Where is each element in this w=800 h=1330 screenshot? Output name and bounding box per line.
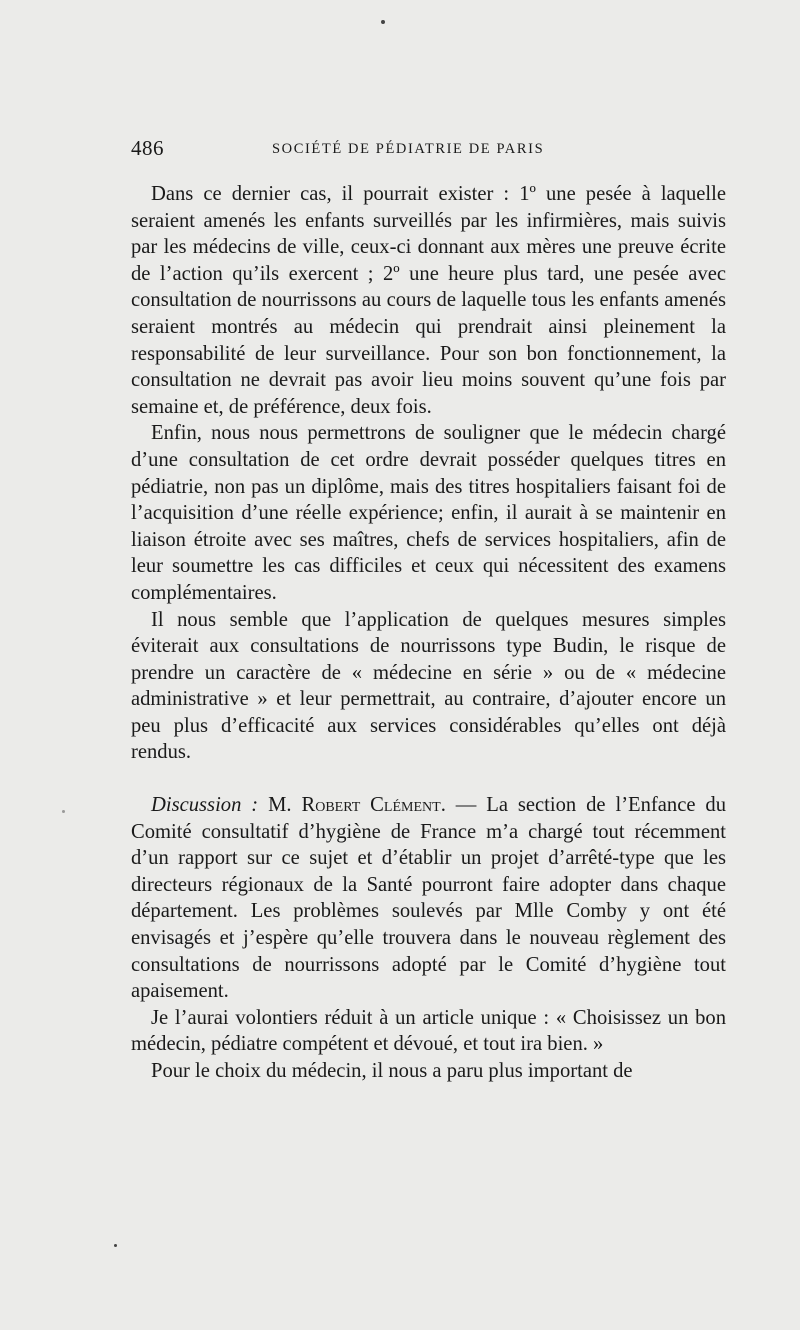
speaker-name: Robert Clément xyxy=(301,794,441,817)
ink-speck xyxy=(114,1244,117,1247)
ink-speck xyxy=(381,20,385,24)
discussion-text: . — La section de l’Enfance du Comité consultatif d’hygiène de France m’a chargé tout récemment d’un rapport sur ce sujet et d’établir un projet d’arrêté-type que les directeurs régionaux de la Santé pourront faire adopter dans chaque département. Les problèmes soulevés par Mlle Comby y ont été envisagés et j’espère qu’elle trouvera dans le nouveau règlement des consultations de nourrissons adopté par le Comité d’hygiène tout apaisement. xyxy=(131,794,727,1003)
ink-speck xyxy=(62,810,65,813)
paragraph: Pour le choix du médecin, il nous a paru plus important de xyxy=(151,1060,633,1082)
body-text xyxy=(131,181,726,1085)
speaker-prefix: M. xyxy=(268,794,292,817)
page-number: 486 xyxy=(131,136,164,160)
discussion-paragraph xyxy=(131,792,726,1005)
paragraph: Dans ce dernier cas, il pourrait exister : 1º une pesée à laquelle seraient amenés les enfants surveillés par les infirmières, mais suivis par les médecins de ville, ceux-ci donnant aux mères une preuve écrite de l’action qu’ils exercent ; 2º une heure plus tard, une pesée avec consultation de nourrissons au cours de laquelle tous les enfants amenés seraient montrés au médecin qui prendrait ainsi pleinement la responsabilité de leur surveillance. Pour son bon fonctionnement, la consultation ne devrait pas avoir lieu moins souvent qu’une fois par semaine et, de préférence, deux fois. xyxy=(131,183,726,418)
paragraph: Enfin, nous nous permettrons de souligner que le médecin chargé d’une consultation de cet ordre devrait posséder quelques titres en pédiatrie, non pas un diplôme, mais des titres hospitaliers faisant foi de l’acquisition d’une réelle expérience; enfin, il aurait à se maintenir en liaison étroite avec ses maîtres, chefs de services hospitaliers, afin de leur soumettre les cas difficiles et ceux qui nécessitent des examens complémentaires. xyxy=(131,422,726,604)
running-title: SOCIÉTÉ DE PÉDIATRIE DE PARIS xyxy=(272,141,545,157)
paragraph: Je l’aurai volontiers réduit à un article unique : « Choisissez un bon médecin, pédiatre compétent et dévoué, et tout ira bien. » xyxy=(131,1006,726,1056)
paragraph: Il nous semble que l’application de quelques mesures simples éviterait aux consultations de nourrissons type Budin, le risque de prendre un caractère de « médecine en série » ou de « médecine administrative » et leur permettrait, au contraire, d’ajouter encore un peu plus d’efficacité aux services considérables qu’elles ont déjà rendus. xyxy=(131,608,726,764)
discussion-label: Discussion : xyxy=(151,794,259,817)
page-header xyxy=(131,136,726,166)
